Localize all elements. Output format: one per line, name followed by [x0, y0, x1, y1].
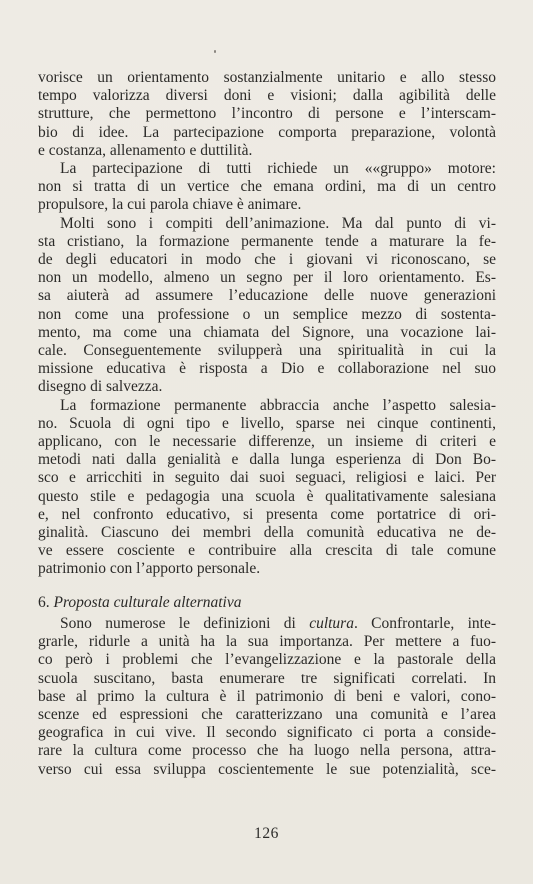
- section-title: Proposta culturale alternativa: [53, 594, 242, 611]
- text-line: applicano, con le necessarie differenze, un insieme di criteri e: [38, 433, 496, 451]
- section-number: 6.: [38, 594, 50, 611]
- text-line: scuola suscitano, basta enumerare tre significati correlati. In: [38, 669, 496, 687]
- text-line: geografica in cui vive. Il secondo significato ci porta a conside-: [38, 724, 496, 742]
- text-line: strutture, che permettono l’incontro di persone e l’interscam-: [38, 105, 496, 123]
- text-line: rare la cultura come processo che ha luogo nella persona, attra-: [38, 742, 496, 760]
- text-line: sta cristiano, la formazione permanente tende a maturare la fe-: [38, 232, 496, 250]
- text-line: mento, ma come una chiamata del Signore, una vocazione lai-: [38, 323, 496, 341]
- text-line: ginalità. Ciascuno dei membri della comunità educativa ne de-: [38, 524, 496, 542]
- body-text-section-2: [38, 615, 496, 779]
- text-line: scenze ed espressioni che caratterizzano una comunità e l’area: [38, 706, 496, 724]
- page-speck: [214, 50, 216, 53]
- text-line: no. Scuola di ogni tipo e livello, sparse nei cinque continenti,: [38, 414, 496, 432]
- text-line: base al primo la cultura è il patrimonio di beni e valori, cono-: [38, 687, 496, 705]
- text-line: [38, 615, 496, 633]
- text-line: vorisce un orientamento sostanzialmente unitario e allo stesso: [38, 69, 496, 86]
- text-line: La formazione permanente abbraccia anche l’aspetto salesia-: [60, 396, 496, 414]
- text-line: grarle, ridurle a unità ha la sua importanza. Per mettere a fuo-: [38, 633, 496, 651]
- text-line: metodi nati dalla genialità e dalla lunga esperienza di Don Bo-: [38, 451, 496, 469]
- text-line: sa aiuterà ad assumere l’educazione delle nuove generazioni: [38, 287, 496, 305]
- paragraph: [38, 397, 496, 579]
- text-line: sco e arricchiti in seguito dai suoi seguaci, religiosi e laici. Per: [38, 469, 496, 487]
- page-number: 126: [254, 825, 279, 842]
- text-line: non un modello, almeno un segno per il loro orientamento. Es-: [38, 269, 496, 287]
- text-line: Molti sono i compiti dell’animazione. Ma dal punto di vi-: [60, 214, 496, 232]
- paragraph: [38, 69, 496, 160]
- text-line: questo stile e pedagogia una scuola è qualitativamente salesiana: [38, 487, 496, 505]
- text-line: e, nel confronto educativo, si presenta come portatrice di ori-: [38, 505, 496, 523]
- text-line: tempo valorizza diversi doni e visioni; dalla agibilità delle: [38, 87, 496, 105]
- text-run: . Confrontarle, inte-: [353, 615, 496, 632]
- italic-term: cultura: [309, 615, 354, 632]
- text-line: non si tratta di un vertice che emana ordini, ma di un centro: [38, 178, 496, 196]
- text-line: disegno di salvezza.: [38, 378, 163, 396]
- text-line: de degli educatori in modo che i giovani vi riconoscano, se: [38, 251, 496, 269]
- paragraph: [38, 215, 496, 397]
- text-run: Sono numerose le definizioni di: [60, 615, 310, 632]
- text-line: bio di idee. La partecipazione comporta preparazione, volontà: [38, 123, 496, 141]
- text-line: La partecipazione di tutti richiede un ««gruppo» motore:: [60, 160, 496, 178]
- text-line: verso cui essa sviluppa coscientemente le sue potenzialità, sce-: [38, 760, 496, 778]
- text-line: non come una professione o un semplice mezzo di sostenta-: [38, 305, 496, 323]
- text-line: patrimonio con l’apporto personale.: [38, 560, 261, 578]
- text-line: co però i problemi che l’evangelizzazione e la pastorale della: [38, 651, 496, 669]
- body-text-section-1: [38, 69, 496, 579]
- paragraph: [38, 160, 496, 215]
- text-line: missione educativa è risposta a Dio e collaborazione nel suo: [38, 360, 496, 378]
- section-heading: [38, 594, 242, 612]
- paragraph: [38, 615, 496, 779]
- text-line: e costanza, allenamento e duttilità.: [38, 141, 253, 159]
- text-line: cale. Conseguentemente svilupperà una spiritualità in cui la: [38, 342, 496, 360]
- text-line: propulsore, la cui parola chiave è animare.: [38, 196, 302, 214]
- text-line: ve essere cosciente e contribuire alla crescita di tale comune: [38, 542, 496, 560]
